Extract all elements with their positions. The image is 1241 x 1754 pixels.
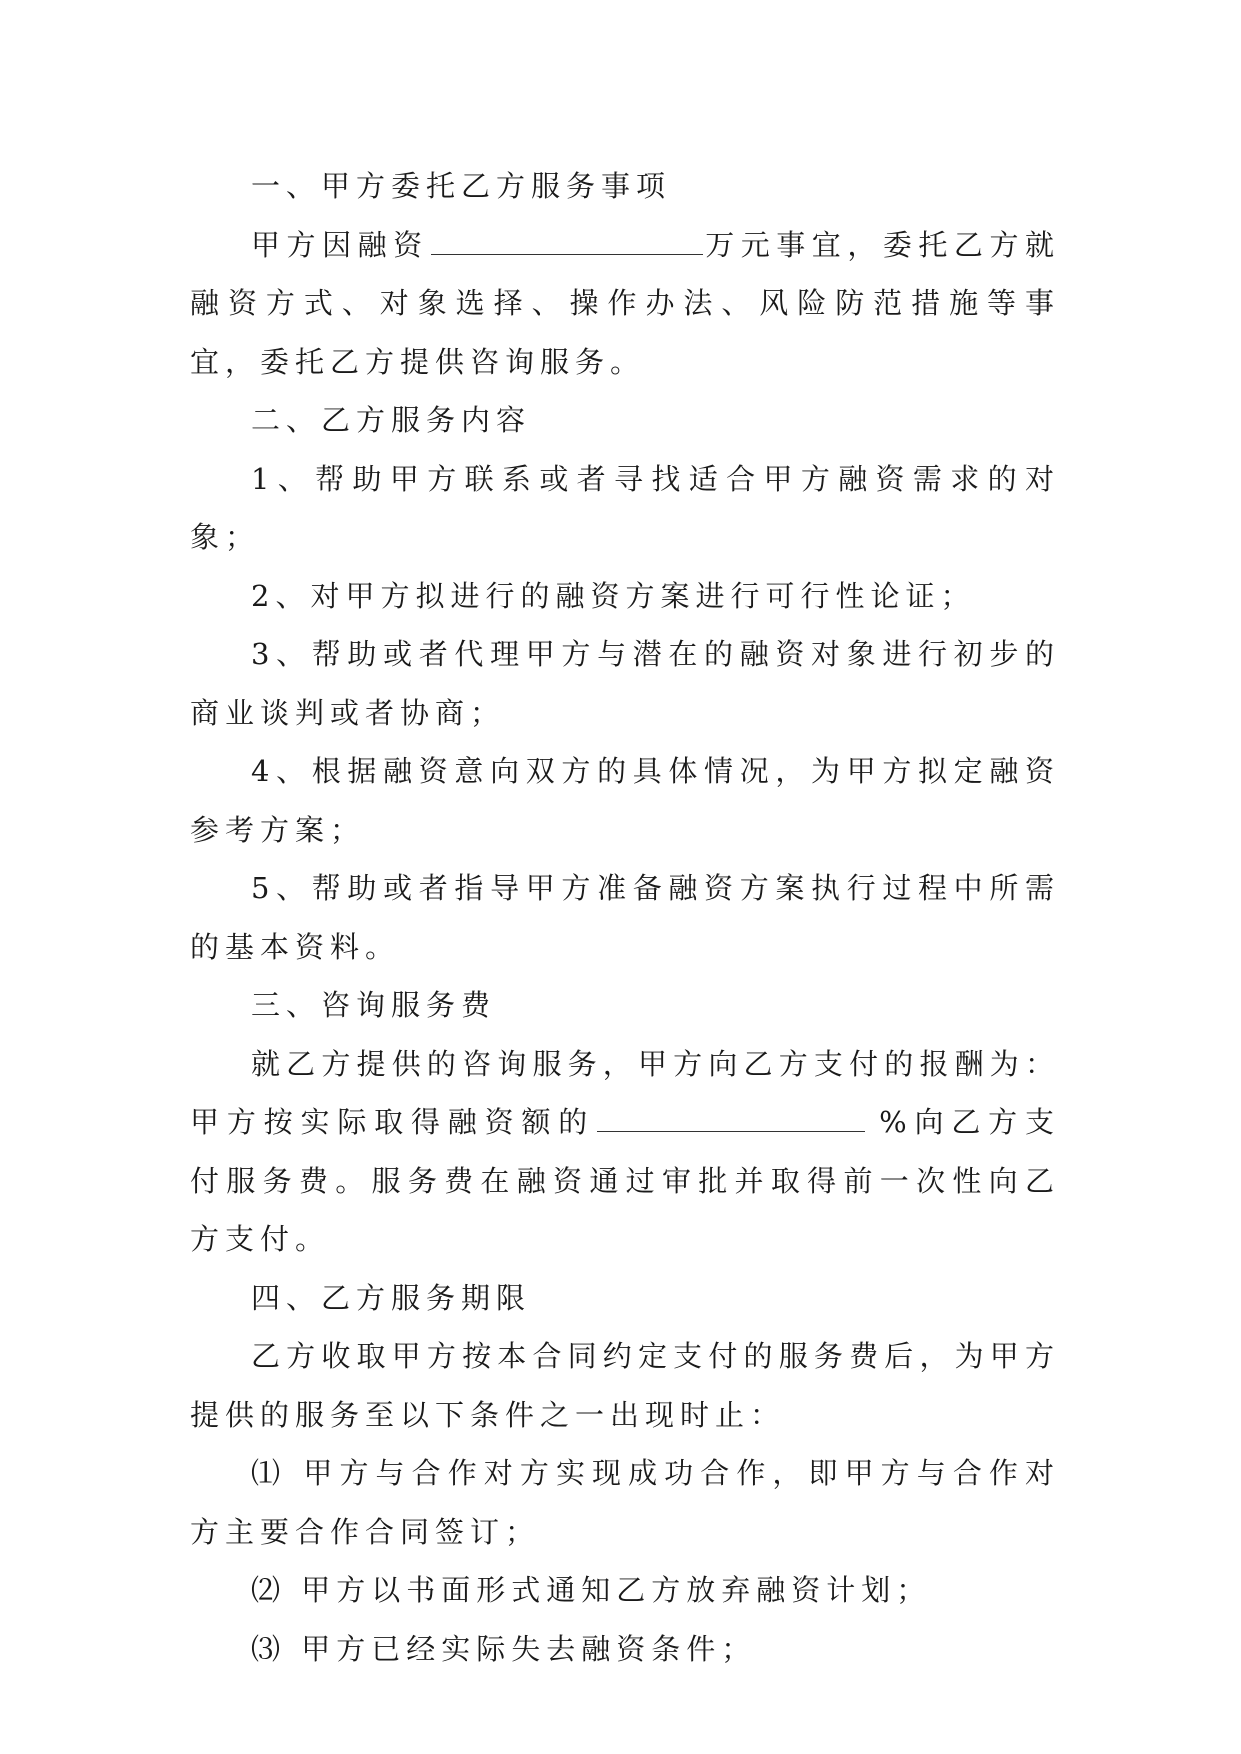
section-4-heading: 四、乙方服务期限 (251, 1280, 532, 1315)
section-1-text-after: 万元事宜，委托乙方就融资方式、对象选择、操作办法、风险防范措施等事宜，委托乙方提供咨询服务。 (190, 227, 1060, 379)
section-1-heading: 一、甲方委托乙方服务事项 (251, 169, 672, 203)
section-2-heading: 二、乙方服务内容 (251, 403, 532, 437)
service-item-3: 3、帮助或者代理甲方与潜在的融资对象进行初步的商业谈判或者协商； (190, 637, 1060, 730)
financing-amount-blank (431, 224, 703, 255)
section-3-paragraph (190, 1035, 1060, 1269)
section-3-heading: 三、咨询服务费 (251, 988, 497, 1022)
termination-condition-1: ⑴ 甲方与合作对方实现成功合作，即甲方与合作对方主要合作合同签订； (190, 1456, 1060, 1549)
section-3-text-before: 就乙方提供的咨询服务，甲方向乙方支付的报酬为：甲方按实际取得融资额的 (190, 1046, 1060, 1139)
service-item-1: 1、帮助甲方联系或者寻找适合甲方融资需求的对象； (190, 461, 1060, 554)
section-1-paragraph (190, 216, 1060, 392)
termination-condition-3: ⑶ 甲方已经实际失去融资条件； (251, 1631, 757, 1666)
section-3-text-after: %向乙方支付服务费。服务费在融资通过审批并取得前一次性向乙方支付。 (190, 1105, 1060, 1256)
service-item-5: 5、帮助或者指导甲方准备融资方案执行过程中所需的基本资料。 (190, 871, 1060, 964)
document-body (190, 157, 1060, 1678)
service-item-4: 4、根据融资意向双方的具体情况，为甲方拟定融资参考方案； (190, 754, 1060, 847)
section-1-text-before: 甲方因融资 (251, 227, 429, 262)
fee-percentage-blank (597, 1101, 865, 1132)
service-item-2: 2、对甲方拟进行的融资方案进行可行性论证； (251, 578, 976, 613)
section-4-intro: 乙方收取甲方按本合同约定支付的服务费后，为甲方提供的服务至以下条件之一出现时止： (190, 1339, 1060, 1432)
termination-condition-2: ⑵ 甲方以书面形式通知乙方放弃融资计划； (251, 1573, 932, 1607)
